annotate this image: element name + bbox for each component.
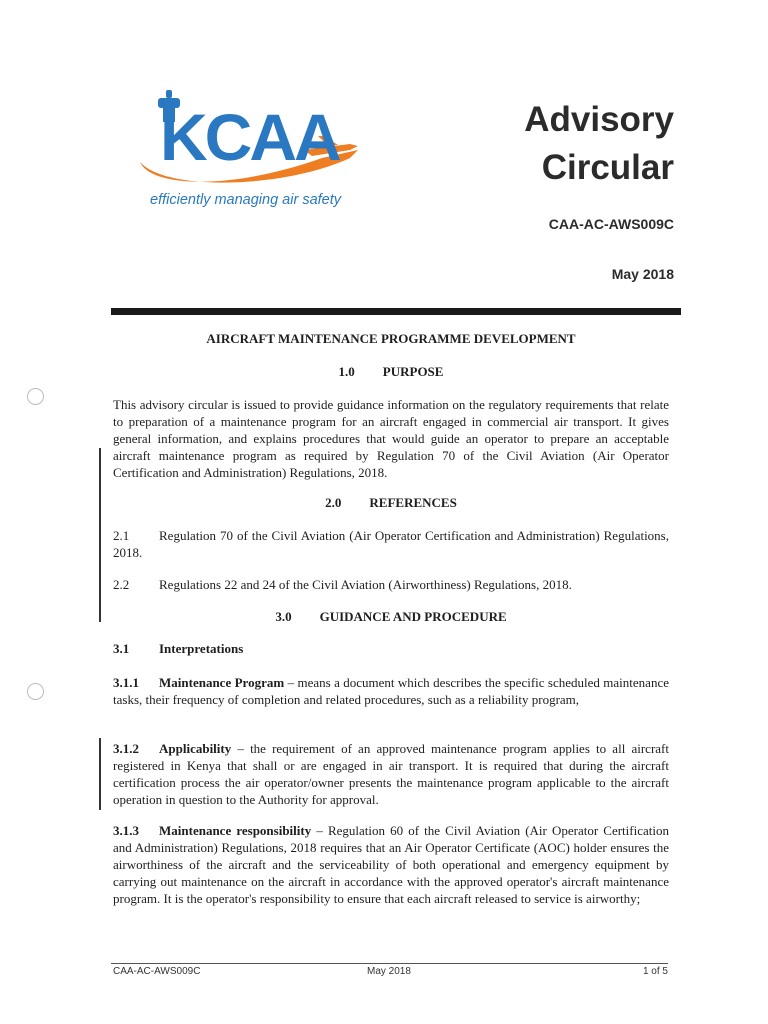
title-line-1: Advisory <box>524 100 674 139</box>
purpose-paragraph: This advisory circular is issued to provide guidance information on the regulatory requirements that relate to preparation of a maintenance program for an aircraft engaged in commercial air transport. It gives general information, and explains procedures that would guide an operator to prepare an acceptable aircraft maintenance program as required by Regulation 70 of the Civil Aviation (Air Operator Certification and Administration) Regulations, 2018. <box>113 397 669 480</box>
subsection-title: Interpretations <box>159 641 244 656</box>
subsection-heading <box>113 641 243 657</box>
logo-tagline: efficiently managing air safety <box>150 192 342 208</box>
header-divider <box>111 308 681 315</box>
reference-item <box>113 576 669 593</box>
document-title: AIRCRAFT MAINTENANCE PROGRAMME DEVELOPMENT <box>206 331 576 346</box>
section-number: 1.0 <box>338 364 355 379</box>
footer-date: May 2018 <box>367 966 411 977</box>
item-number: 3.1.3 <box>113 823 139 838</box>
subsection-number: 3.1 <box>113 641 130 656</box>
item-term: Maintenance Program <box>159 675 285 690</box>
binding-hole-top <box>27 388 44 405</box>
item-text: – Regulation 60 of the Civil Aviation (Air Operator Certification and Administration) Regulations, 2018 requires that an Air Operator Certificate (AOC) holder ensures the airworthiness of the aircraft and the serviceability of both operational and emergency equipment by carrying out maintenance on the aircraft in accordance with the approved operator's aircraft maintenance program. It is the operator's responsibility to ensure that each aircraft released to service is airworthy; <box>113 823 669 906</box>
change-bar <box>99 738 101 810</box>
footer-page-number: 1 of 5 <box>642 966 668 977</box>
item-text: – means a document which describes the specific scheduled maintenance tasks, their frequency of completion and related procedures, such as a reliability program, <box>113 675 669 707</box>
reference-number: 2.2 <box>113 577 130 592</box>
item-term: Applicability <box>159 741 232 756</box>
section-title: REFERENCES <box>369 495 457 510</box>
section-heading-purpose <box>111 364 671 380</box>
item-number: 3.1.2 <box>113 741 139 756</box>
binding-hole-bottom <box>27 683 44 700</box>
section-heading-references <box>111 495 671 511</box>
reference-number: 2.1 <box>113 528 130 543</box>
advisory-circular-title <box>524 96 674 192</box>
section-title: PURPOSE <box>382 364 444 379</box>
section-title: GUIDANCE AND PROCEDURE <box>319 609 507 624</box>
logo-wordmark: KCAA <box>160 100 339 174</box>
footer-doc-code: CAA-AC-AWS009C <box>113 966 201 977</box>
interpretation-item <box>113 674 669 708</box>
item-term: Maintenance responsibility <box>159 823 312 838</box>
footer-divider <box>111 963 668 964</box>
section-heading-guidance <box>111 609 671 625</box>
kcaa-logo <box>136 88 368 218</box>
section-number: 2.0 <box>325 495 342 510</box>
document-code: CAA-AC-AWS009C <box>548 216 674 232</box>
interpretation-item <box>113 822 669 907</box>
reference-item <box>113 527 669 561</box>
item-number: 3.1.1 <box>113 675 139 690</box>
reference-text: Regulations 22 and 24 of the Civil Aviation (Airworthiness) Regulations, 2018. <box>159 577 572 592</box>
item-text: – the requirement of an approved maintenance program applies to all aircraft registered in Kenya that shall or are engaged in air transport. It is required that during the aircraft certification process the air operator/owner presents the maintenance program applicable to the aircraft operation in question to the Authority for approval. <box>113 741 669 807</box>
change-bar <box>99 448 101 622</box>
interpretation-item <box>113 740 669 808</box>
document-date: May 2018 <box>611 266 674 282</box>
title-line-2: Circular <box>541 148 674 187</box>
reference-text: Regulation 70 of the Civil Aviation (Air Operator Certification and Administration) Regulations, 2018. <box>113 528 669 560</box>
section-number: 3.0 <box>275 609 292 624</box>
